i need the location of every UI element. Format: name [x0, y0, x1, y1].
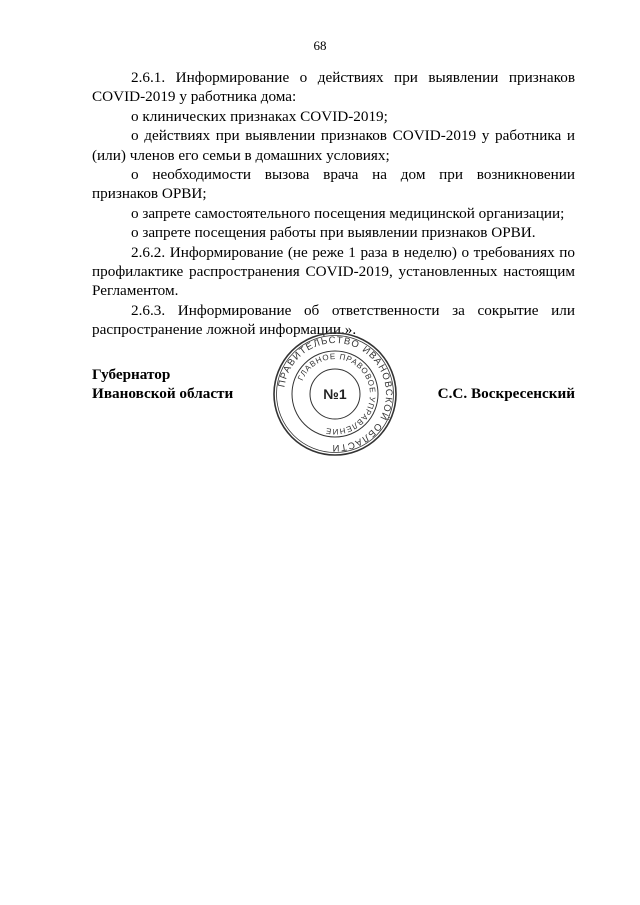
seal-number: №1: [323, 386, 347, 402]
signatory-title: [92, 365, 233, 404]
document-body: [92, 68, 575, 340]
page-number: 68: [313, 38, 327, 53]
signatory-title-line1: Губернатор: [92, 366, 171, 383]
list-item-doctor-call: о необходимости вызова врача на дом при возникновении признаков ОРВИ;: [92, 166, 575, 203]
list-item-actions-at-home: о действиях при выявлении признаков COVID-2019 у работника и (или) членов его семьи в домашних условиях;: [92, 127, 575, 164]
seal-inner-text: ГЛАВНОЕ ПРАВОВОЕ УПРАВЛЕНИЕ: [296, 351, 378, 437]
paragraph-2-6-3: 2.6.3. Информирование об ответственности за сокрытие или распространение ложной информации.».: [92, 301, 575, 339]
signatory-name: С.С. Воскресенский: [437, 385, 575, 402]
list-item-no-work-visit: о запрете посещения работы при выявлении признаков ОРВИ.: [131, 224, 536, 242]
list-item-clinical-signs: о клинических признаках COVID-2019;: [131, 107, 388, 125]
list-item-no-clinic-visit: о запрете самостоятельного посещения медицинской организации;: [131, 204, 565, 222]
signatory-title-line2: Ивановской области: [92, 385, 234, 403]
official-seal: [271, 330, 399, 458]
seal-outer-text: ПРАВИТЕЛЬСТВО ИВАНОВСКОЙ ОБЛАСТИ: [276, 334, 395, 454]
paragraph-2-6-1: 2.6.1. Информирование о действиях при выявлении признаков COVID-2019 у работника дома:: [92, 69, 575, 106]
paragraph-2-6-2: 2.6.2. Информирование (не реже 1 раза в неделю) о требованиях по профилактике распространения COVID-2019, установленных настоящим Регламентом.: [92, 243, 575, 300]
